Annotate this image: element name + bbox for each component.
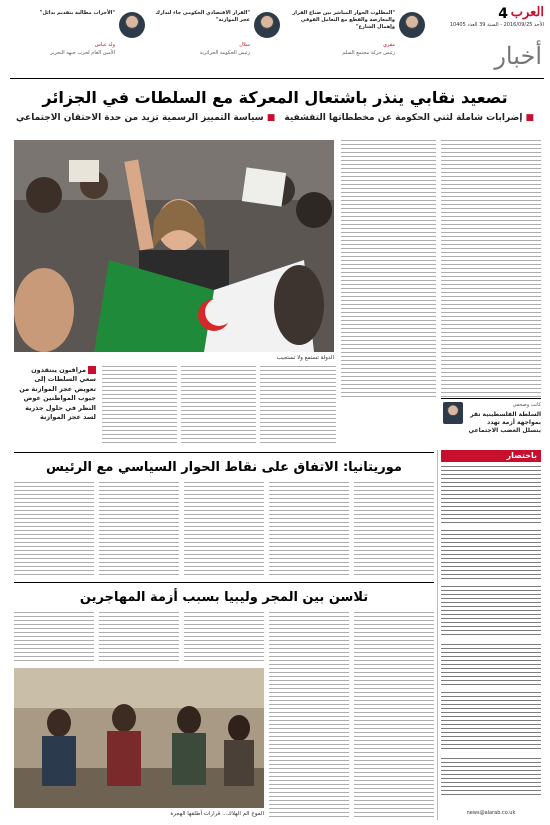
subhead-text: إضرابات شاملة لثني الحكومة عن مخططاتها التقشفية [284, 113, 523, 123]
migrants-photo-image [14, 668, 264, 808]
quote-block [285, 8, 425, 68]
bullet-icon: ■ [263, 113, 276, 123]
photo-caption: الدولة تستمع ولا تستجيب [276, 355, 334, 361]
pull-quote [14, 366, 96, 446]
quote-block [150, 8, 280, 68]
brief-item [441, 466, 541, 524]
article-body [99, 612, 179, 662]
article-body [269, 612, 349, 817]
photo-caption: الموج الم الهلاك... قرارات أطلقها الهجرة [170, 811, 264, 817]
brief-item [441, 530, 541, 580]
article-body [354, 612, 434, 817]
story-headline: موريتانيا: الاتفاق على نقاط الحوار السياسي مع الرئيس [46, 460, 402, 475]
writer-title: السلطة الفلسطينية تقر بمواجهة أزمة تهدد بتسلل الغضب الاجتماعي [468, 411, 541, 434]
quote-text: "الأحزاب مطالبة بتقديم بدائل" [39, 10, 115, 16]
article-body [14, 482, 94, 578]
person-photo-icon [399, 12, 425, 38]
quote-author: سلال [239, 42, 250, 48]
article-body [102, 366, 177, 446]
writer-label: كاتب وصحفي [512, 402, 541, 408]
protest-photo-image [14, 140, 334, 352]
article-body [184, 612, 264, 662]
migrants-photo [14, 668, 264, 808]
person-photo-icon [119, 12, 145, 38]
masthead-logo: العرب [510, 5, 544, 20]
sidebar-label: باختصار [506, 451, 537, 460]
quote-author-role: الأمين العام لحزب جبهة التحرير [50, 50, 115, 56]
masthead [0, 0, 550, 80]
section-title: أخبار [494, 42, 542, 70]
main-subhead [14, 113, 536, 123]
person-photo-icon [254, 12, 280, 38]
pull-quote-text: مراقبون ينتقدون سعي السلطات إلى تعويض عجز الموازنة من جيوب المواطنين عوض النظر في حلول جذرية لسد عجز الموازنة [19, 366, 96, 422]
article-body [184, 482, 264, 578]
sidebar-briefs [441, 450, 541, 825]
column-divider [437, 450, 438, 820]
article-body [99, 482, 179, 578]
article-body [181, 366, 256, 446]
article-body [341, 140, 436, 398]
bullet-icon: ■ [522, 113, 535, 123]
brief-item [441, 644, 541, 686]
quote-text: "القرار الاقتصادي الحكومي جاء لتدارك عجز الموازنة" [155, 10, 250, 23]
quote-author-role: رئيس الحكومة الجزائرية [199, 50, 250, 56]
sidebar-email: news@alarab.co.uk [466, 810, 516, 816]
quote-author-role: رئيس حركة مجتمع السلم [342, 50, 395, 56]
brief-item [441, 692, 541, 752]
divider [14, 582, 434, 583]
article-body [441, 140, 541, 398]
story-headline: تلاسن بين المجر وليبيا بسبب أزمة المهاجرين [79, 590, 369, 605]
quote-block [10, 8, 145, 68]
quote-text: "المطلوب الحوار المباشر بين صناع القرار والمعارضة والقطع مع التعامل الفوقي وإهمال الشارع" [292, 10, 395, 30]
main-headline: تصعيد نقابي ينذر باشتعال المعركة مع السلطات في الجزائر [42, 88, 508, 107]
page-number: 4 [498, 6, 508, 22]
brief-item [441, 758, 541, 798]
writer-photo-icon [443, 402, 463, 424]
quote-author: مقري [383, 42, 395, 48]
divider [10, 78, 544, 79]
brief-item [441, 586, 541, 638]
issue-info: الأحد 2016/09/25 - السنة 39 العدد 10405 [449, 22, 544, 28]
sidebar-writer [441, 398, 541, 446]
article-body [260, 366, 336, 446]
subhead-text: سياسة التمييز الرسمية تزيد من حدة الاحتقان الاجتماعي [15, 113, 264, 123]
article-body [269, 482, 349, 578]
divider [14, 452, 434, 453]
article-body [354, 482, 434, 578]
article-body [14, 612, 94, 662]
main-photo [14, 140, 334, 352]
quote-author: ولد عباس [94, 42, 115, 48]
divider [441, 398, 541, 399]
